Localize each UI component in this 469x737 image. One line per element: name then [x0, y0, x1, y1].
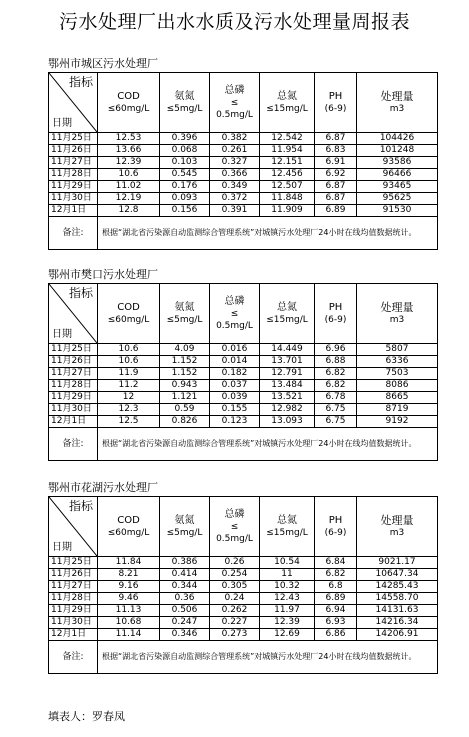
- value-tp: 0.26: [210, 557, 260, 569]
- value-nh3n: 0.344: [160, 581, 210, 593]
- value-volume: 14285.43: [357, 581, 438, 593]
- row-date: 11月27日: [49, 581, 98, 593]
- value-volume: 93586: [357, 157, 438, 169]
- section-title: 鄂州市花湖污水处理厂: [48, 481, 158, 494]
- row-date: 11月25日: [49, 557, 98, 569]
- column-header: [98, 73, 160, 133]
- column-header-name: 总氮: [277, 90, 297, 102]
- row-date: 12月1日: [49, 205, 98, 217]
- column-header: [315, 73, 357, 133]
- value-nh3n: 0.414: [160, 569, 210, 581]
- column-header-name: 处理量: [380, 89, 414, 103]
- column-header-limit: m3: [389, 314, 405, 325]
- report-table: [48, 72, 438, 250]
- value-volume: 95625: [357, 193, 438, 205]
- value-tp: 0.182: [210, 368, 260, 380]
- value-tn: 10.32: [260, 581, 315, 593]
- value-volume: 101248: [357, 145, 438, 157]
- value-nh3n: 0.506: [160, 605, 210, 617]
- value-nh3n: 0.545: [160, 169, 210, 181]
- column-header: [98, 497, 160, 557]
- value-tn: 14.449: [260, 344, 315, 356]
- value-ph: 6.75: [315, 404, 357, 416]
- column-header-limit: ≤5mg/L: [166, 314, 203, 325]
- table-row: [49, 569, 438, 581]
- column-header-name: 总氮: [277, 514, 297, 526]
- value-nh3n: 0.826: [160, 416, 210, 428]
- value-volume: 10647.34: [357, 569, 438, 581]
- value-volume: 91530: [357, 205, 438, 217]
- column-header-name: 处理量: [380, 513, 414, 527]
- value-tp: 0.123: [210, 416, 260, 428]
- value-cod: 10.6: [98, 356, 160, 368]
- row-date: 12月1日: [49, 416, 98, 428]
- column-header-text: [98, 515, 159, 539]
- indicator-label: 指标: [68, 75, 93, 89]
- value-tn: 12.456: [260, 169, 315, 181]
- value-tn: 11.97: [260, 605, 315, 617]
- table-row: [49, 344, 438, 356]
- column-header-limit: (6-9): [324, 527, 347, 538]
- value-nh3n: 0.103: [160, 157, 210, 169]
- column-header: [260, 497, 315, 557]
- value-tn: 12.39: [260, 617, 315, 629]
- table-row: [49, 181, 438, 193]
- column-header-name: PH: [328, 90, 343, 102]
- value-tp: 0.039: [210, 392, 260, 404]
- column-header: [210, 73, 260, 133]
- column-header-text: [315, 515, 356, 539]
- column-header-name: 总氮: [277, 301, 297, 313]
- row-date: 11月28日: [49, 380, 98, 392]
- column-header-name: PH: [328, 301, 343, 313]
- value-tp: 0.382: [210, 133, 260, 145]
- note-text: 根据“湖北省污染源自动监测综合管理系统”对城镇污水处理厂24小时在线均值数据统计。: [98, 217, 438, 250]
- column-header: [160, 73, 210, 133]
- value-tp: 0.366: [210, 169, 260, 181]
- column-header-name: 氨氮: [174, 514, 195, 526]
- note-label: 备注:: [49, 428, 98, 461]
- column-header-limit: ≤5mg/L: [166, 103, 203, 114]
- column-header-name: 氨氮: [174, 301, 195, 313]
- row-date: 11月29日: [49, 605, 98, 617]
- value-volume: 8665: [357, 392, 438, 404]
- row-date: 11月30日: [49, 404, 98, 416]
- column-header-text: [315, 91, 356, 115]
- value-cod: 9.16: [98, 581, 160, 593]
- value-tp: 0.24: [210, 593, 260, 605]
- column-header-limit: m3: [389, 103, 405, 114]
- column-header-text: [210, 85, 259, 121]
- value-cod: 11.84: [98, 557, 160, 569]
- value-cod: 12.19: [98, 193, 160, 205]
- table-row: [49, 145, 438, 157]
- column-header-text: [210, 509, 259, 545]
- value-tp: 0.155: [210, 404, 260, 416]
- value-volume: 104426: [357, 133, 438, 145]
- column-header-name: COD: [117, 90, 140, 102]
- column-header-name: 总磷: [224, 295, 245, 307]
- date-label: 日期: [52, 118, 72, 129]
- row-date: 11月26日: [49, 145, 98, 157]
- value-nh3n: 0.943: [160, 380, 210, 392]
- value-tp: 0.261: [210, 145, 260, 157]
- table-row: [49, 169, 438, 181]
- value-tn: 12.507: [260, 181, 315, 193]
- row-date: 11月29日: [49, 392, 98, 404]
- value-nh3n: 1.152: [160, 356, 210, 368]
- table-row: [49, 157, 438, 169]
- value-nh3n: 0.176: [160, 181, 210, 193]
- column-header-limit: m3: [389, 527, 405, 538]
- value-tn: 13.484: [260, 380, 315, 392]
- column-header-limit: ≤: [230, 308, 239, 319]
- column-header-text: [260, 515, 314, 539]
- value-volume: 8719: [357, 404, 438, 416]
- indicator-label: 指标: [68, 286, 93, 300]
- value-ph: 6.75: [315, 416, 357, 428]
- column-header-name: 氨氮: [174, 90, 195, 102]
- note-row: [49, 641, 438, 674]
- diagonal-header-cell: [49, 73, 98, 133]
- value-cod: 9.46: [98, 593, 160, 605]
- value-ph: 6.78: [315, 392, 357, 404]
- value-nh3n: 0.36: [160, 593, 210, 605]
- value-tn: 12.151: [260, 157, 315, 169]
- value-ph: 6.84: [315, 557, 357, 569]
- column-header-text: [260, 302, 314, 326]
- table-row: [49, 593, 438, 605]
- row-date: 11月30日: [49, 617, 98, 629]
- value-cod: 10.68: [98, 617, 160, 629]
- value-cod: 11.14: [98, 629, 160, 641]
- value-tp: 0.273: [210, 629, 260, 641]
- value-ph: 6.82: [315, 368, 357, 380]
- column-header-name: 总磷: [224, 508, 245, 520]
- table-row: [49, 205, 438, 217]
- header-row: [49, 284, 438, 344]
- value-ph: 6.83: [315, 145, 357, 157]
- date-label: 日期: [52, 329, 72, 340]
- value-cod: 8.21: [98, 569, 160, 581]
- row-date: 12月1日: [49, 629, 98, 641]
- table-row: [49, 617, 438, 629]
- value-tn: 11.909: [260, 205, 315, 217]
- table-row: [49, 368, 438, 380]
- table-row: [49, 404, 438, 416]
- row-date: 11月30日: [49, 193, 98, 205]
- column-header: [357, 73, 438, 133]
- column-header-name: PH: [328, 514, 343, 526]
- column-header-text: [357, 302, 437, 326]
- value-tp: 0.227: [210, 617, 260, 629]
- value-tn: 13.701: [260, 356, 315, 368]
- column-header-text: [160, 302, 209, 326]
- value-nh3n: 4.09: [160, 344, 210, 356]
- value-cod: 11.02: [98, 181, 160, 193]
- column-header-limit: ≤60mg/L: [107, 103, 150, 114]
- column-header-name: 总磷: [224, 84, 245, 96]
- value-tn: 12.43: [260, 593, 315, 605]
- value-tp: 0.349: [210, 181, 260, 193]
- value-nh3n: 0.156: [160, 205, 210, 217]
- value-nh3n: 0.247: [160, 617, 210, 629]
- value-volume: 96466: [357, 169, 438, 181]
- date-label: 日期: [52, 542, 72, 553]
- value-nh3n: 0.386: [160, 557, 210, 569]
- header-row: [49, 73, 438, 133]
- value-tn: 13.093: [260, 416, 315, 428]
- row-date: 11月28日: [49, 169, 98, 181]
- value-nh3n: 0.396: [160, 133, 210, 145]
- value-cod: 12.3: [98, 404, 160, 416]
- value-tp: 0.372: [210, 193, 260, 205]
- diagonal-header-cell: [49, 284, 98, 344]
- column-header: [357, 284, 438, 344]
- value-tn: 12.791: [260, 368, 315, 380]
- value-ph: 6.89: [315, 593, 357, 605]
- row-date: 11月28日: [49, 593, 98, 605]
- value-cod: 10.6: [98, 169, 160, 181]
- column-header-name: COD: [117, 301, 140, 313]
- column-header-limit-value: 0.5mg/L: [216, 320, 253, 331]
- column-header: [260, 73, 315, 133]
- value-volume: 14131.63: [357, 605, 438, 617]
- column-header-limit: ≤15mg/L: [266, 103, 308, 114]
- value-ph: 6.8: [315, 581, 357, 593]
- filled-by: 填表人：罗春凤: [48, 710, 125, 723]
- report-table: [48, 283, 438, 461]
- value-ph: 6.87: [315, 181, 357, 193]
- note-text: 根据“湖北省污染源自动监测综合管理系统”对城镇污水处理厂24小时在线均值数据统计。: [98, 428, 438, 461]
- column-header-limit-value: 0.5mg/L: [216, 109, 253, 120]
- value-tn: 11.954: [260, 145, 315, 157]
- column-header-text: [210, 296, 259, 332]
- value-tp: 0.327: [210, 157, 260, 169]
- value-ph: 6.94: [315, 605, 357, 617]
- section-title: 鄂州市樊口污水处理厂: [48, 268, 158, 281]
- value-ph: 6.93: [315, 617, 357, 629]
- value-tn: 12.542: [260, 133, 315, 145]
- column-header-text: [357, 91, 437, 115]
- column-header: [98, 284, 160, 344]
- value-ph: 6.87: [315, 193, 357, 205]
- value-tn: 11.848: [260, 193, 315, 205]
- column-header: [210, 284, 260, 344]
- value-nh3n: 1.121: [160, 392, 210, 404]
- indicator-label: 指标: [68, 499, 93, 513]
- column-header-text: [260, 91, 314, 115]
- value-tp: 0.037: [210, 380, 260, 392]
- column-header-text: [160, 91, 209, 115]
- value-tp: 0.014: [210, 356, 260, 368]
- column-header-text: [160, 515, 209, 539]
- section-title: 鄂州市城区污水处理厂: [48, 57, 158, 70]
- header-row: [49, 497, 438, 557]
- value-tp: 0.254: [210, 569, 260, 581]
- table-row: [49, 605, 438, 617]
- column-header-limit: ≤60mg/L: [107, 527, 150, 538]
- note-row: [49, 428, 438, 461]
- row-date: 11月29日: [49, 181, 98, 193]
- value-cod: 11.13: [98, 605, 160, 617]
- value-cod: 12.39: [98, 157, 160, 169]
- table-row: [49, 193, 438, 205]
- column-header-limit-value: 0.5mg/L: [216, 533, 253, 544]
- column-header: [315, 284, 357, 344]
- value-tn: 11: [260, 569, 315, 581]
- value-ph: 6.88: [315, 356, 357, 368]
- value-volume: 14216.34: [357, 617, 438, 629]
- value-volume: 8086: [357, 380, 438, 392]
- column-header-text: [98, 91, 159, 115]
- value-tp: 0.305: [210, 581, 260, 593]
- value-tn: 13.521: [260, 392, 315, 404]
- column-header-name: COD: [117, 514, 140, 526]
- value-volume: 7503: [357, 368, 438, 380]
- column-header-limit: ≤15mg/L: [266, 527, 308, 538]
- table-row: [49, 380, 438, 392]
- value-ph: 6.92: [315, 169, 357, 181]
- value-volume: 6336: [357, 356, 438, 368]
- column-header: [160, 497, 210, 557]
- column-header: [315, 497, 357, 557]
- value-tn: 10.54: [260, 557, 315, 569]
- value-ph: 6.82: [315, 380, 357, 392]
- table-row: [49, 356, 438, 368]
- column-header-limit: ≤: [230, 521, 239, 532]
- value-ph: 6.91: [315, 157, 357, 169]
- value-nh3n: 0.346: [160, 629, 210, 641]
- value-cod: 13.66: [98, 145, 160, 157]
- table-row: [49, 629, 438, 641]
- row-date: 11月25日: [49, 133, 98, 145]
- table-row: [49, 133, 438, 145]
- column-header-name: 处理量: [380, 300, 414, 314]
- value-ph: 6.87: [315, 133, 357, 145]
- value-tp: 0.262: [210, 605, 260, 617]
- column-header-text: [98, 302, 159, 326]
- value-ph: 6.89: [315, 205, 357, 217]
- row-date: 11月26日: [49, 569, 98, 581]
- table-row: [49, 557, 438, 569]
- note-label: 备注:: [49, 641, 98, 674]
- value-cod: 12.8: [98, 205, 160, 217]
- column-header: [210, 497, 260, 557]
- report-title: 污水处理厂出水水质及污水处理量周报表: [58, 11, 410, 33]
- column-header-limit: ≤60mg/L: [107, 314, 150, 325]
- column-header-text: [315, 302, 356, 326]
- row-date: 11月27日: [49, 368, 98, 380]
- column-header: [260, 284, 315, 344]
- column-header-limit: (6-9): [324, 314, 347, 325]
- table-row: [49, 581, 438, 593]
- column-header-limit: ≤15mg/L: [266, 314, 308, 325]
- value-volume: 9021.17: [357, 557, 438, 569]
- column-header-limit: ≤5mg/L: [166, 527, 203, 538]
- value-volume: 5807: [357, 344, 438, 356]
- value-volume: 9192: [357, 416, 438, 428]
- value-nh3n: 1.152: [160, 368, 210, 380]
- value-volume: 14558.70: [357, 593, 438, 605]
- note-text: 根据“湖北省污染源自动监测综合管理系统”对城镇污水处理厂24小时在线均值数据统计。: [98, 641, 438, 674]
- table-row: [49, 392, 438, 404]
- value-tp: 0.016: [210, 344, 260, 356]
- value-tn: 12.982: [260, 404, 315, 416]
- note-row: [49, 217, 438, 250]
- value-cod: 11.9: [98, 368, 160, 380]
- diagonal-header-cell: [49, 497, 98, 557]
- value-ph: 6.96: [315, 344, 357, 356]
- column-header-text: [357, 515, 437, 539]
- column-header-limit: ≤: [230, 97, 239, 108]
- value-cod: 12.53: [98, 133, 160, 145]
- row-date: 11月25日: [49, 344, 98, 356]
- row-date: 11月27日: [49, 157, 98, 169]
- value-ph: 6.86: [315, 629, 357, 641]
- value-ph: 6.82: [315, 569, 357, 581]
- value-nh3n: 0.093: [160, 193, 210, 205]
- column-header: [357, 497, 438, 557]
- table-row: [49, 416, 438, 428]
- value-cod: 10.6: [98, 344, 160, 356]
- value-volume: 93465: [357, 181, 438, 193]
- value-nh3n: 0.068: [160, 145, 210, 157]
- column-header: [160, 284, 210, 344]
- value-nh3n: 0.59: [160, 404, 210, 416]
- row-date: 11月26日: [49, 356, 98, 368]
- report-table: [48, 496, 438, 674]
- column-header-limit: (6-9): [324, 103, 347, 114]
- value-tp: 0.391: [210, 205, 260, 217]
- value-cod: 11.2: [98, 380, 160, 392]
- value-volume: 14206.91: [357, 629, 438, 641]
- note-label: 备注:: [49, 217, 98, 250]
- value-tn: 12.69: [260, 629, 315, 641]
- value-cod: 12.5: [98, 416, 160, 428]
- value-cod: 12: [98, 392, 160, 404]
